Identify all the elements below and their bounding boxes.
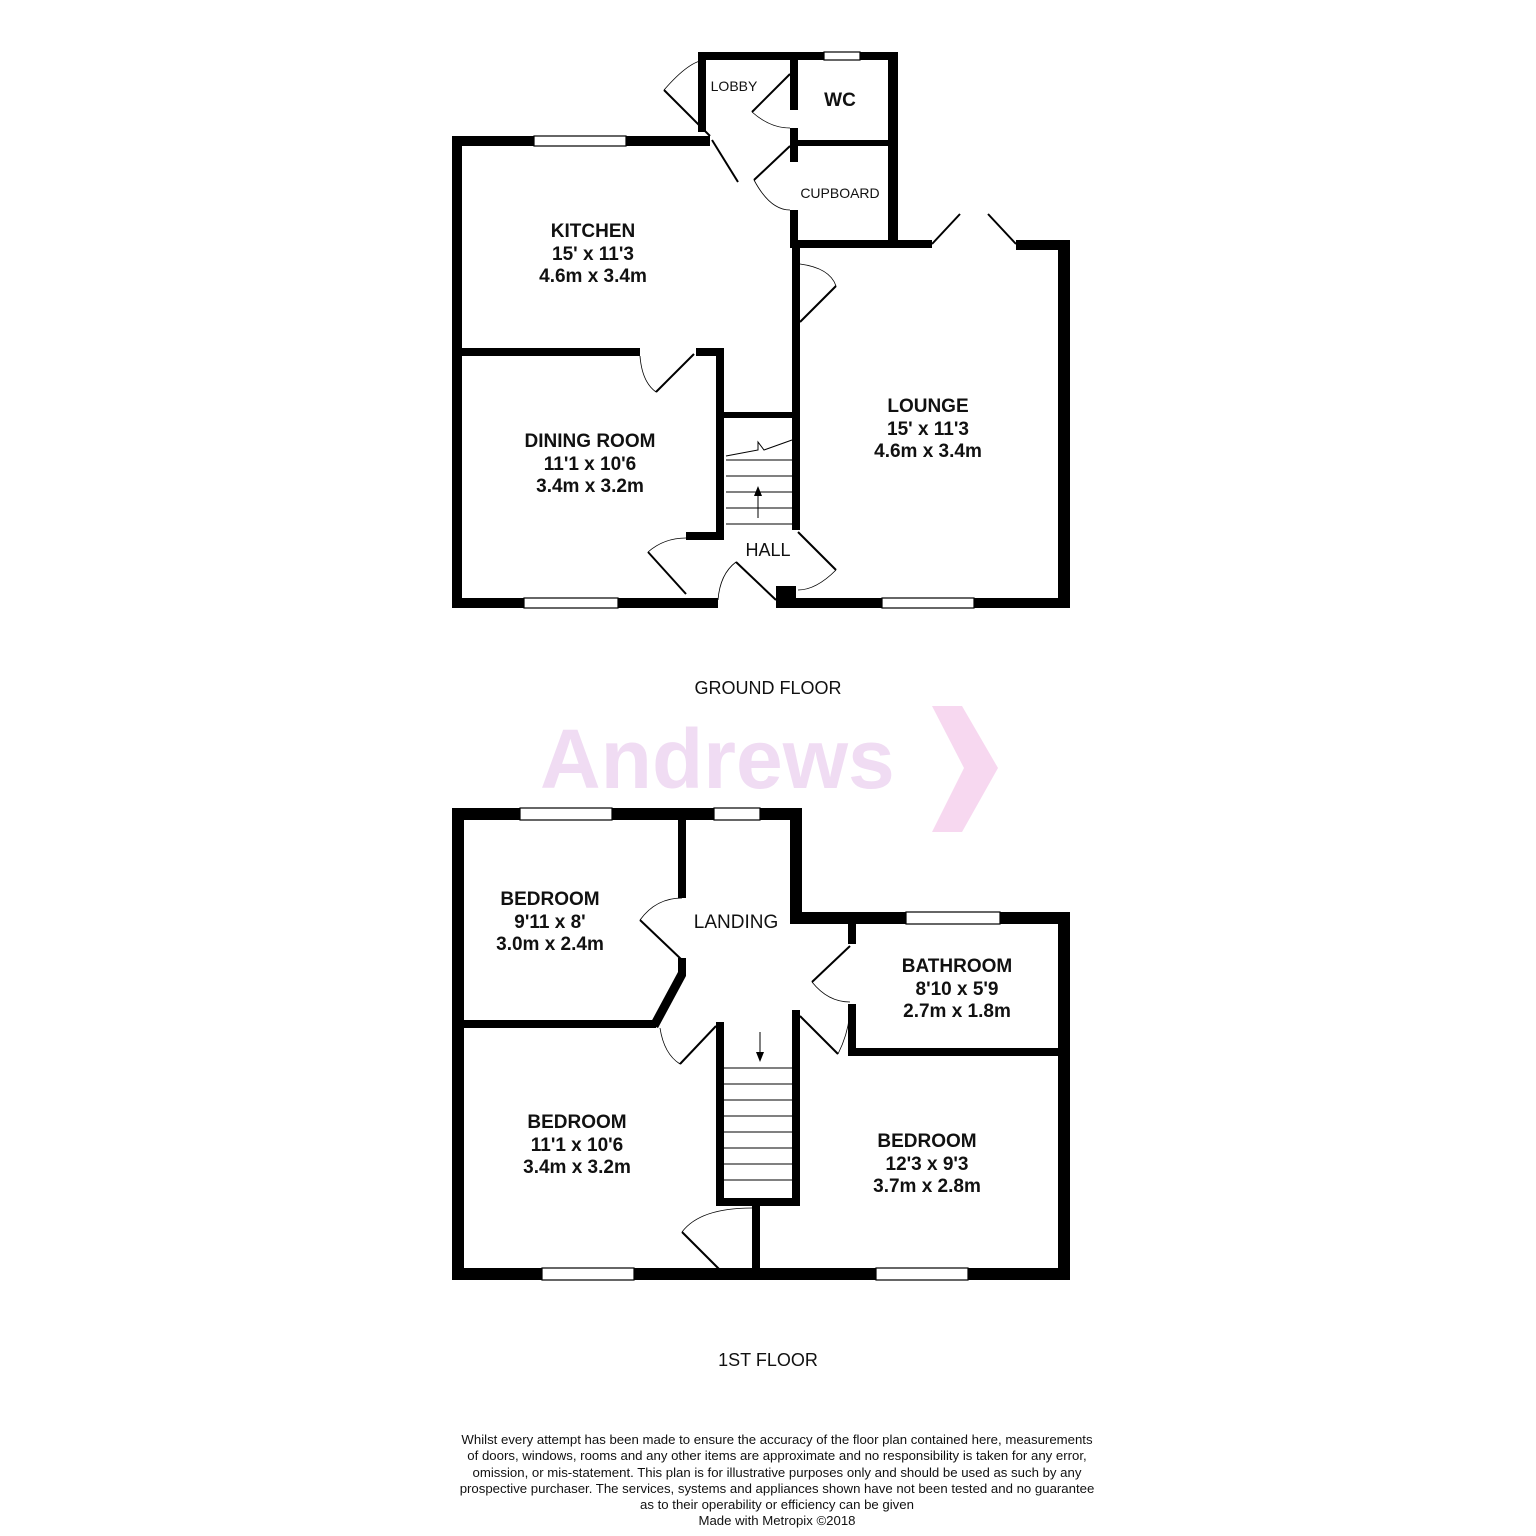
wall bbox=[698, 52, 706, 132]
wall bbox=[792, 320, 800, 530]
cupboard-name: CUPBOARD bbox=[800, 185, 880, 201]
wall bbox=[716, 348, 724, 538]
kitchen-imperial: 15' x 11'3 bbox=[552, 244, 634, 265]
disclaimer-line: of doors, windows, rooms and any other items are approximate and no responsibility is taken for any error, bbox=[467, 1448, 1087, 1464]
door bbox=[648, 552, 686, 594]
wall bbox=[848, 1048, 1062, 1056]
metropix-credit: Made with Metropix ©2018 bbox=[698, 1513, 856, 1529]
watermark-chevron-icon bbox=[932, 706, 998, 832]
wall bbox=[790, 140, 894, 146]
wall bbox=[650, 972, 686, 1028]
bedroom2-metric: 3.4m x 3.2m bbox=[523, 1157, 631, 1178]
hall-name: HALL bbox=[745, 540, 791, 560]
kitchen-metric: 4.6m x 3.4m bbox=[539, 266, 647, 287]
french-door bbox=[932, 214, 960, 244]
bathroom-name: BATHROOM bbox=[901, 956, 1013, 977]
door-swing bbox=[640, 898, 682, 920]
wall bbox=[848, 918, 856, 944]
bedroom1-imperial: 9'11 x 8' bbox=[514, 912, 586, 933]
wall bbox=[716, 1022, 724, 1206]
bedroom2-imperial: 11'1 x 10'6 bbox=[530, 1135, 624, 1156]
wall bbox=[1058, 240, 1070, 608]
door bbox=[682, 1232, 720, 1270]
bathroom-metric: 2.7m x 1.8m bbox=[903, 1001, 1011, 1022]
landing-name: LANDING bbox=[693, 912, 779, 933]
door bbox=[680, 1026, 716, 1064]
wall bbox=[678, 816, 686, 898]
dining-imperial: 11'1 x 10'6 bbox=[543, 454, 637, 475]
door-swing bbox=[800, 264, 836, 286]
disclaimer-line: prospective purchaser. The services, systems and appliances shown have not been tested and no guarantee bbox=[459, 1480, 1095, 1496]
window bbox=[714, 808, 760, 820]
window bbox=[824, 52, 860, 60]
bedroom1-metric: 3.0m x 2.4m bbox=[496, 934, 604, 955]
lounge-imperial: 15' x 11'3 bbox=[887, 419, 969, 440]
wall bbox=[776, 586, 796, 608]
disclaimer-line: omission, or mis-statement. This plan is for illustrative purposes only and should be used as such by any bbox=[472, 1464, 1082, 1480]
staircase bbox=[726, 440, 792, 524]
wall bbox=[790, 808, 802, 922]
window bbox=[520, 808, 612, 820]
window bbox=[542, 1268, 634, 1280]
wall bbox=[752, 1204, 760, 1272]
bedroom3-imperial: 12'3 x 9'3 bbox=[885, 1154, 969, 1175]
wc-name: WC bbox=[824, 90, 856, 111]
wall bbox=[792, 240, 800, 332]
door-swing bbox=[812, 982, 850, 1002]
first-floor-plan bbox=[452, 808, 1070, 1370]
door-swing bbox=[660, 1028, 680, 1064]
staircase bbox=[724, 1032, 792, 1180]
french-door bbox=[988, 214, 1016, 244]
disclaimer-line: Whilst every attempt has been made to ensure the accuracy of the floor plan contained here, measurements bbox=[461, 1432, 1093, 1447]
watermark-text: Andrews bbox=[540, 712, 895, 806]
window bbox=[906, 912, 1000, 924]
door-swing bbox=[798, 570, 836, 590]
door-swing bbox=[754, 180, 790, 210]
window bbox=[524, 598, 618, 608]
bedroom3-metric: 3.7m x 2.8m bbox=[873, 1176, 981, 1197]
disclaimer-line: as to their operability or efficiency can be given bbox=[640, 1497, 914, 1513]
door bbox=[754, 146, 790, 180]
bedroom3-name: BEDROOM bbox=[877, 1131, 977, 1152]
dining-metric: 3.4m x 3.2m bbox=[536, 476, 644, 497]
ground-floor-label: GROUND FLOOR bbox=[694, 678, 842, 698]
wall bbox=[790, 60, 798, 110]
wall bbox=[452, 136, 462, 608]
first-floor-label: 1ST FLOOR bbox=[718, 1350, 818, 1370]
wall bbox=[452, 808, 464, 1280]
door-swing bbox=[648, 538, 686, 552]
wall bbox=[460, 348, 640, 356]
door bbox=[736, 562, 776, 600]
bathroom-imperial: 8'10 x 5'9 bbox=[915, 979, 999, 1000]
door-swing bbox=[640, 356, 656, 392]
wall bbox=[722, 412, 798, 418]
wall bbox=[686, 532, 724, 540]
door-swing bbox=[682, 1208, 752, 1232]
down-arrow-icon bbox=[756, 1052, 764, 1062]
door bbox=[640, 920, 682, 960]
wall bbox=[460, 1020, 656, 1028]
window bbox=[876, 1268, 968, 1280]
wall bbox=[698, 52, 898, 60]
lobby-name: LOBBY bbox=[710, 78, 758, 94]
wall bbox=[792, 1010, 800, 1206]
bedroom2-name: BEDROOM bbox=[527, 1112, 627, 1133]
door bbox=[656, 354, 694, 392]
ground-floor-plan bbox=[452, 52, 1070, 698]
door bbox=[812, 946, 850, 982]
up-arrow-icon bbox=[754, 486, 762, 496]
lounge-metric: 4.6m x 3.4m bbox=[874, 441, 982, 462]
bedroom1-name: BEDROOM bbox=[500, 889, 600, 910]
window bbox=[534, 136, 626, 146]
door bbox=[752, 74, 790, 112]
door bbox=[712, 140, 738, 182]
disclaimer bbox=[400, 1432, 1154, 1530]
door bbox=[798, 532, 836, 570]
door bbox=[800, 286, 836, 322]
wall bbox=[792, 240, 932, 248]
door-swing bbox=[752, 112, 790, 128]
dining-name: DINING ROOM bbox=[524, 431, 656, 452]
door bbox=[800, 1016, 838, 1054]
wall bbox=[1058, 912, 1070, 1280]
kitchen-name: KITCHEN bbox=[550, 221, 636, 242]
wall bbox=[888, 52, 898, 248]
door-swing bbox=[718, 562, 736, 600]
window bbox=[882, 598, 974, 608]
lounge-name: LOUNGE bbox=[887, 396, 969, 417]
